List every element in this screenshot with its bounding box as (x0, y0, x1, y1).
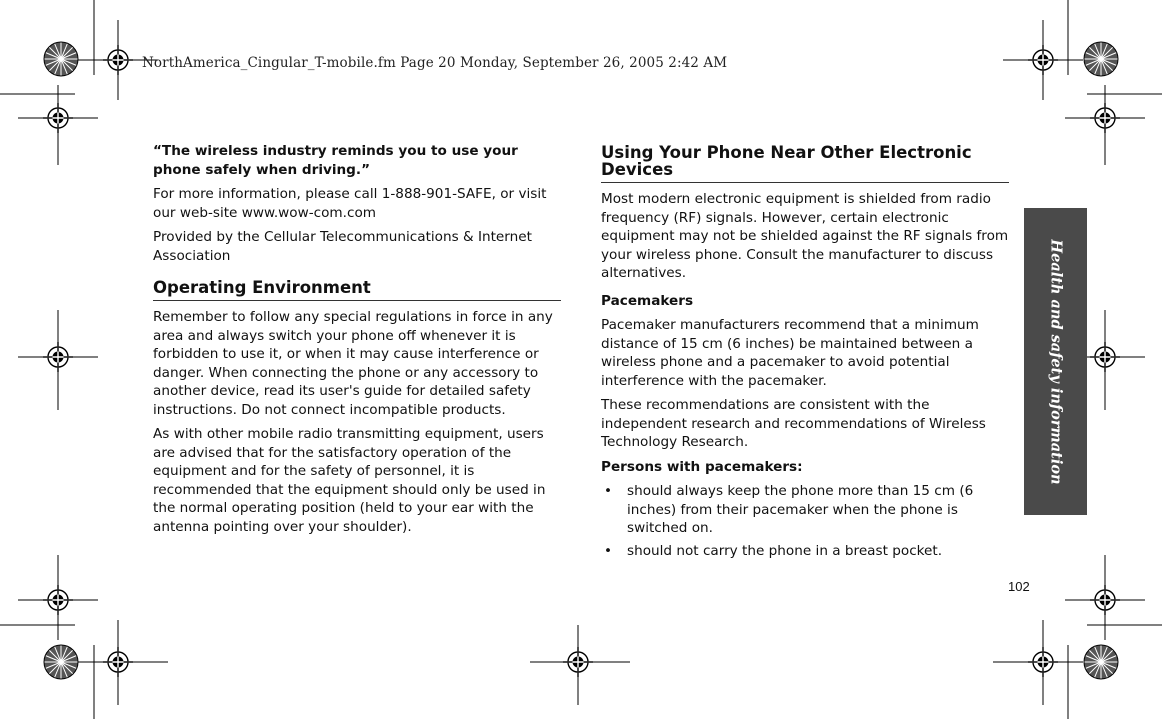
info-paragraph: For more information, please call 1-888-901-SAFE, or visit our web-site www.wow-com.com (153, 186, 547, 221)
pacemaker-bullet-list (601, 482, 1009, 560)
list-item (601, 542, 1009, 561)
pacemakers-paragraph: Pacemaker manufacturers recommend that a minimum distance of 15 cm (6 inches) be maintained between a wireless phone and a pacemaker to avoid potential interference with the pacemaker. (601, 317, 979, 389)
heading-persons-with-pacemakers: Persons with pacemakers: (601, 458, 803, 475)
radio-equipment-paragraph: As with other mobile radio transmitting equipment, users are advised that for the satisfactory operation of the equipment and for the safety of personnel, it is recommended that the equipment should only be used in the normal operating position (held to your ear with the antenna pointing over your shoulder). (153, 426, 546, 535)
bullet-text: should always keep the phone more than 15 cm (6 inches) from their pacemaker when the phone is switched on. (627, 483, 974, 536)
bullet-marker: • (604, 483, 613, 499)
section-side-tab (1024, 208, 1087, 515)
devices-paragraph: Most modern electronic equipment is shielded from radio frequency (RF) signals. However, certain electronic equipment may not be shielded against the RF signals from your wireless phone. Consult the manufacturer to discuss alternatives. (601, 191, 1009, 281)
right-column (601, 144, 1009, 564)
heading-pacemakers: Pacemakers (601, 292, 694, 309)
section-side-tab-label: Health and safety information (1047, 238, 1064, 485)
heading-electronic-devices: Using Your Phone Near Other Electronic Devices (601, 144, 1009, 183)
heading-operating-environment: Operating Environment (153, 279, 561, 301)
provided-by-paragraph: Provided by the Cellular Telecommunications & Internet Association (153, 229, 532, 264)
list-item (601, 482, 1009, 538)
driving-quote: “The wireless industry reminds you to use your phone safely when driving.” (153, 143, 518, 178)
recommendations-paragraph: These recommendations are consistent with the independent research and recommendations of Wireless Technology Research. (601, 397, 986, 450)
bullet-text: should not carry the phone in a breast pocket. (627, 542, 943, 559)
operating-paragraph: Remember to follow any special regulations in force in any area and always switch your phone off whenever it is forbidden to use it, or when it may cause interference or danger. When connecting the phone or any accessory to another device, read its user's guide for detailed safety instructions. Do not connect incompatible products. (153, 309, 553, 418)
left-column (153, 142, 561, 542)
bullet-marker: • (604, 542, 613, 559)
print-slug-line: NorthAmerica_Cingular_T-mobile.fm Page 20 Monday, September 26, 2005 2:42 AM (142, 55, 728, 71)
page-number: 102 (1008, 579, 1030, 594)
